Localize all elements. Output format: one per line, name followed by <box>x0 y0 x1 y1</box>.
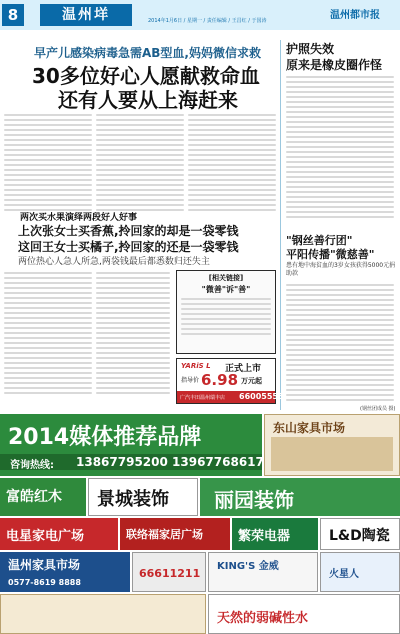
media-hotline-label: 咨询热线: <box>10 460 54 471</box>
fugao-ad <box>0 478 86 516</box>
furniture-photo-ad <box>0 594 206 634</box>
ld-ad <box>320 518 400 550</box>
ld-title: L&D陶瓷 <box>329 528 390 544</box>
mid-kicker: 两次买水果演绎两段好人好事 <box>20 213 138 223</box>
mid-body-col-2 <box>96 270 170 397</box>
related-link-box <box>176 270 276 354</box>
fanrong-title: 繁荣电器 <box>238 529 291 544</box>
header-meta: 2014年1月6日 / 星期一 / 责任编辑 / 王昌红 / 于国涛 <box>148 18 267 24</box>
masthead-logo: 温州都市报 <box>330 10 380 21</box>
lirun-ad <box>200 478 400 516</box>
lead-body-col-1 <box>4 112 92 214</box>
kings-title: KING'S 金威 <box>217 561 279 572</box>
related-link-subtitle: "微善"诉"善" <box>201 285 251 294</box>
car-dealer-bar <box>177 391 284 403</box>
mid-headline-2: 这回王女士买橘子,拎回家的还是一袋零钱 <box>18 240 239 254</box>
side2-subhead: 患有地中海贫血的3岁女孩获得5000元捐助款 <box>286 262 396 277</box>
page-number: 8 <box>2 4 24 26</box>
lead-kicker: 早产儿感染病毒急需AB型血,妈妈微信求救 <box>34 46 261 60</box>
phone-ad <box>132 552 206 592</box>
media-banner-title: 2014媒体推荐品牌 <box>8 425 202 450</box>
side1-body <box>286 74 394 221</box>
donshan-photo <box>271 437 393 471</box>
side1-headline-2: 原来是橡皮圈作怪 <box>286 58 383 72</box>
media-hotline: 13867795200 13967768617 <box>76 455 264 469</box>
fanrong-ad <box>232 518 318 550</box>
car-dealer: 广汽丰田温州瑞丰店 <box>180 395 226 401</box>
lianyu-title: 联络福家居广场 <box>126 528 203 541</box>
related-link-title: [相关链接] <box>208 274 244 282</box>
lead-body-col-3 <box>188 112 276 214</box>
lead-headline-2: 还有人要从上海赶来 <box>58 88 238 112</box>
hotline-1: 0577-8619 8888 <box>8 578 81 587</box>
water-title: 天然的弱碱性水 <box>217 611 309 626</box>
side2-body <box>286 282 394 404</box>
lead-headline-1: 30多位好心人愿献救命血 <box>32 64 260 88</box>
car-ad <box>176 358 284 404</box>
section-title: 温州垟 <box>40 4 132 26</box>
kings-ad <box>208 552 318 592</box>
wenzhou-furniture-title: 温州家具市场 <box>8 558 81 572</box>
car-tagline: 正式上市 <box>225 364 262 374</box>
mid-body-col-1 <box>4 270 92 397</box>
car-price: 6.98 <box>201 371 239 389</box>
inset-caption: (钢丝团成员 摄) <box>360 406 396 412</box>
water-ad <box>208 594 400 634</box>
column-divider <box>280 40 281 410</box>
lead-body-col-2 <box>96 112 184 214</box>
car-price-prefix: 指导价 <box>181 377 200 384</box>
lirun-title: 丽园装饰 <box>214 488 294 512</box>
jingcheng-ad <box>88 478 198 516</box>
side1-headline-1: 护照失效 <box>286 42 335 56</box>
mid-headline-1: 上次张女士买香蕉,拎回家的却是一袋零钱 <box>18 224 239 238</box>
huoxing-title: 火星人 <box>329 569 359 580</box>
huoxing-ad <box>320 552 400 592</box>
jingcheng-title: 景城装饰 <box>97 489 169 510</box>
car-phone: 66005555 <box>239 392 284 401</box>
media-banner <box>0 414 262 476</box>
side2-headline-1: "钢丝善行团" <box>286 234 353 247</box>
donshan-ad <box>264 414 400 476</box>
fugao-title: 富皓红木 <box>6 489 62 505</box>
media-hotline-bar <box>0 454 262 470</box>
car-brand: YARiS L <box>181 362 211 370</box>
phone-1: 66611211 <box>139 567 201 580</box>
dianqi-ad <box>0 518 118 550</box>
side2-headline-2: 平阳传播"微慈善" <box>286 248 375 261</box>
car-price-unit: 万元起 <box>241 377 262 385</box>
donshan-title: 东山家具市场 <box>273 421 346 435</box>
mid-subhead: 两位热心人急人所急,两袋钱最后都悉数归还失主 <box>18 257 210 267</box>
lianyu-ad <box>120 518 230 550</box>
wenzhou-furniture-ad <box>0 552 130 592</box>
dianqi-title: 电星家电广场 <box>6 529 85 544</box>
